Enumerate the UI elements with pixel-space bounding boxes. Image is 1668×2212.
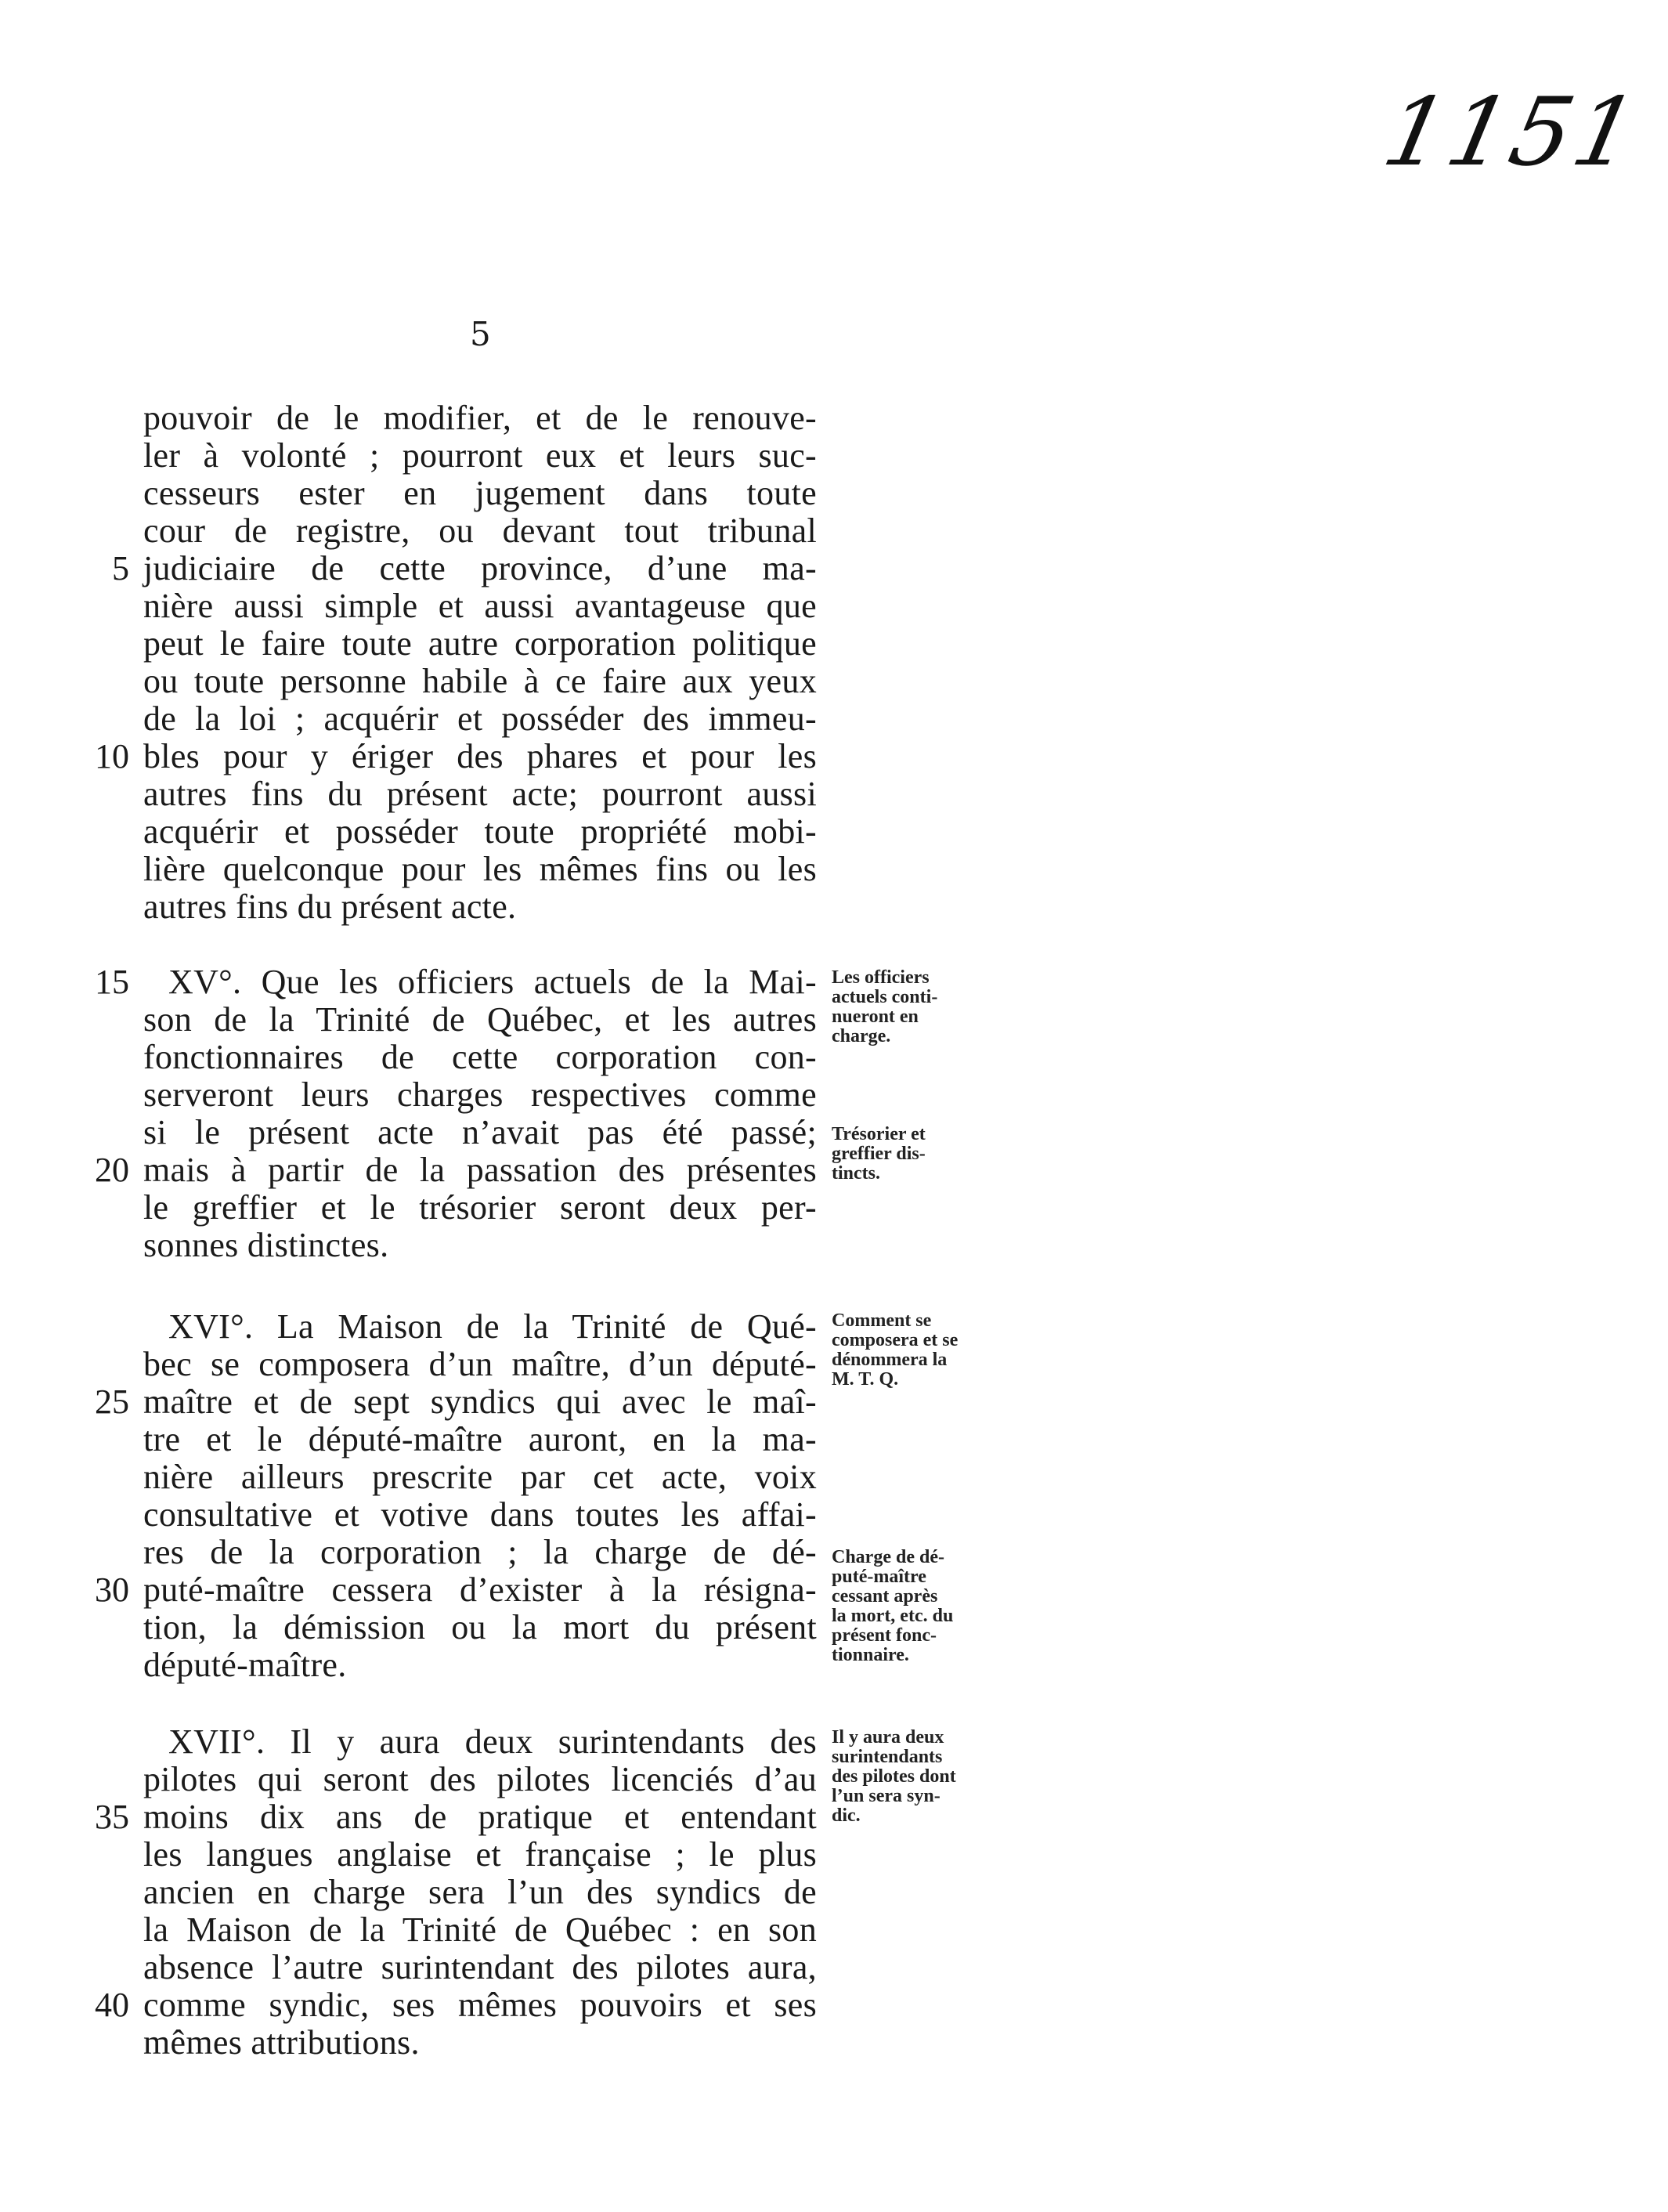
margin-note-line: cessant après [832,1586,938,1607]
line-number: 20 [95,1151,129,1189]
text-line: pouvoir de le modifier, et de le renouve- [143,399,817,437]
line-number: 10 [95,737,129,775]
text-line: bec se composera d’un maître, d’un député- [143,1345,817,1383]
margin-note-line: Comment se [832,1310,932,1331]
text-line: XVI°. La Maison de la Trinité de Qué- [168,1307,817,1346]
text-line: sonnes distinctes. [143,1226,389,1264]
text-line: nière ailleurs prescrite par cet acte, voix [143,1458,817,1496]
margin-note-line: présent fonc- [832,1625,937,1646]
margin-note-line: surintendants [832,1747,943,1767]
text-line: si le présent acte n’avait pas été passé; [143,1113,817,1151]
text-line: ou toute personne habile à ce faire aux yeux [143,662,817,700]
margin-note-line: Trésorier et [832,1124,926,1144]
text-line: peut le faire toute autre corporation politique [143,624,817,663]
line-number: 30 [95,1570,129,1609]
text-line: acquérir et posséder toute propriété mobi- [143,812,817,851]
text-line: puté-maître cessera d’exister à la résigna- [143,1570,817,1609]
text-line: autres fins du présent acte; pourront aussi [143,775,817,813]
text-line: XVII°. Il y aura deux surintendants des [168,1722,817,1761]
text-line: consultative et votive dans toutes les affai- [143,1495,817,1534]
margin-note-line: dénommera la [832,1350,948,1370]
folio-number: 1151 [1374,78,1650,187]
text-line: autres fins du présent acte. [143,887,517,926]
text-line: mêmes attributions. [143,2023,420,2062]
text-line: fonctionnaires de cette corporation con- [143,1038,817,1076]
text-line: cesseurs ester en jugement dans toute [143,474,817,512]
text-line: ancien en charge sera l’un des syndics de [143,1873,817,1911]
line-number: 25 [95,1382,129,1421]
margin-note-line: l’un sera syn- [832,1786,941,1806]
text-line: tre et le député-maître auront, en la ma- [143,1420,817,1458]
line-number: 15 [95,963,129,1001]
line-number: 5 [112,549,129,587]
text-line: bles pour y ériger des phares et pour les [143,737,817,775]
margin-note-line: Les officiers [832,967,930,988]
margin-note-line: actuels conti- [832,987,938,1007]
text-line: de la loi ; acquérir et posséder des immeu- [143,699,817,738]
margin-note-line: tionnaire. [832,1645,909,1665]
margin-note-line: charge. [832,1026,891,1046]
text-line: XV°. Que les officiers actuels de la Mai- [168,963,817,1001]
line-number: 40 [95,1986,129,2024]
text-line: tion, la démission ou la mort du présent [143,1608,817,1646]
page-number: 5 [470,315,491,353]
margin-note-line: M. T. Q. [832,1369,899,1390]
margin-note-line: la mort, etc. du [832,1606,954,1626]
text-line: comme syndic, ses mêmes pouvoirs et ses [143,1986,817,2024]
text-line: moins dix ans de pratique et entendant [143,1798,817,1836]
margin-note-line: Il y aura deux [832,1727,944,1748]
text-line: judiciaire de cette province, d’une ma- [143,549,817,587]
text-line: cour de registre, ou devant tout tribunal [143,511,817,550]
text-line: res de la corporation ; la charge de dé- [143,1533,817,1571]
text-line: maître et de sept syndics qui avec le maî- [143,1382,817,1421]
text-line: ler à volonté ; pourront eux et leurs suc- [143,436,817,475]
text-line: la Maison de la Trinité de Québec : en son [143,1910,817,1949]
margin-note-line: composera et se [832,1330,959,1350]
text-line: les langues anglaise et française ; le plus [143,1835,817,1874]
text-line: député-maître. [143,1646,347,1684]
margin-note-line: greffier dis- [832,1144,926,1164]
line-number: 35 [95,1798,129,1836]
margin-note-line: dic. [832,1805,861,1826]
text-line: nière aussi simple et aussi avantageuse que [143,587,817,625]
text-line: pilotes qui seront des pilotes licenciés d’au [143,1760,817,1798]
text-line: mais à partir de la passation des présentes [143,1151,817,1189]
margin-note-line: des pilotes dont [832,1766,956,1787]
margin-note-line: puté-maître [832,1567,926,1587]
margin-note-line: nueront en [832,1007,919,1027]
text-line: lière quelconque pour les mêmes fins ou les [143,850,817,888]
text-line: absence l’autre surintendant des pilotes aura, [143,1948,817,1986]
text-line: serveront leurs charges respectives comme [143,1075,817,1114]
text-line: le greffier et le trésorier seront deux per- [143,1188,817,1227]
text-line: son de la Trinité de Québec, et les autres [143,1000,817,1039]
margin-note-line: Charge de dé- [832,1547,944,1567]
margin-note-line: tincts. [832,1163,880,1184]
